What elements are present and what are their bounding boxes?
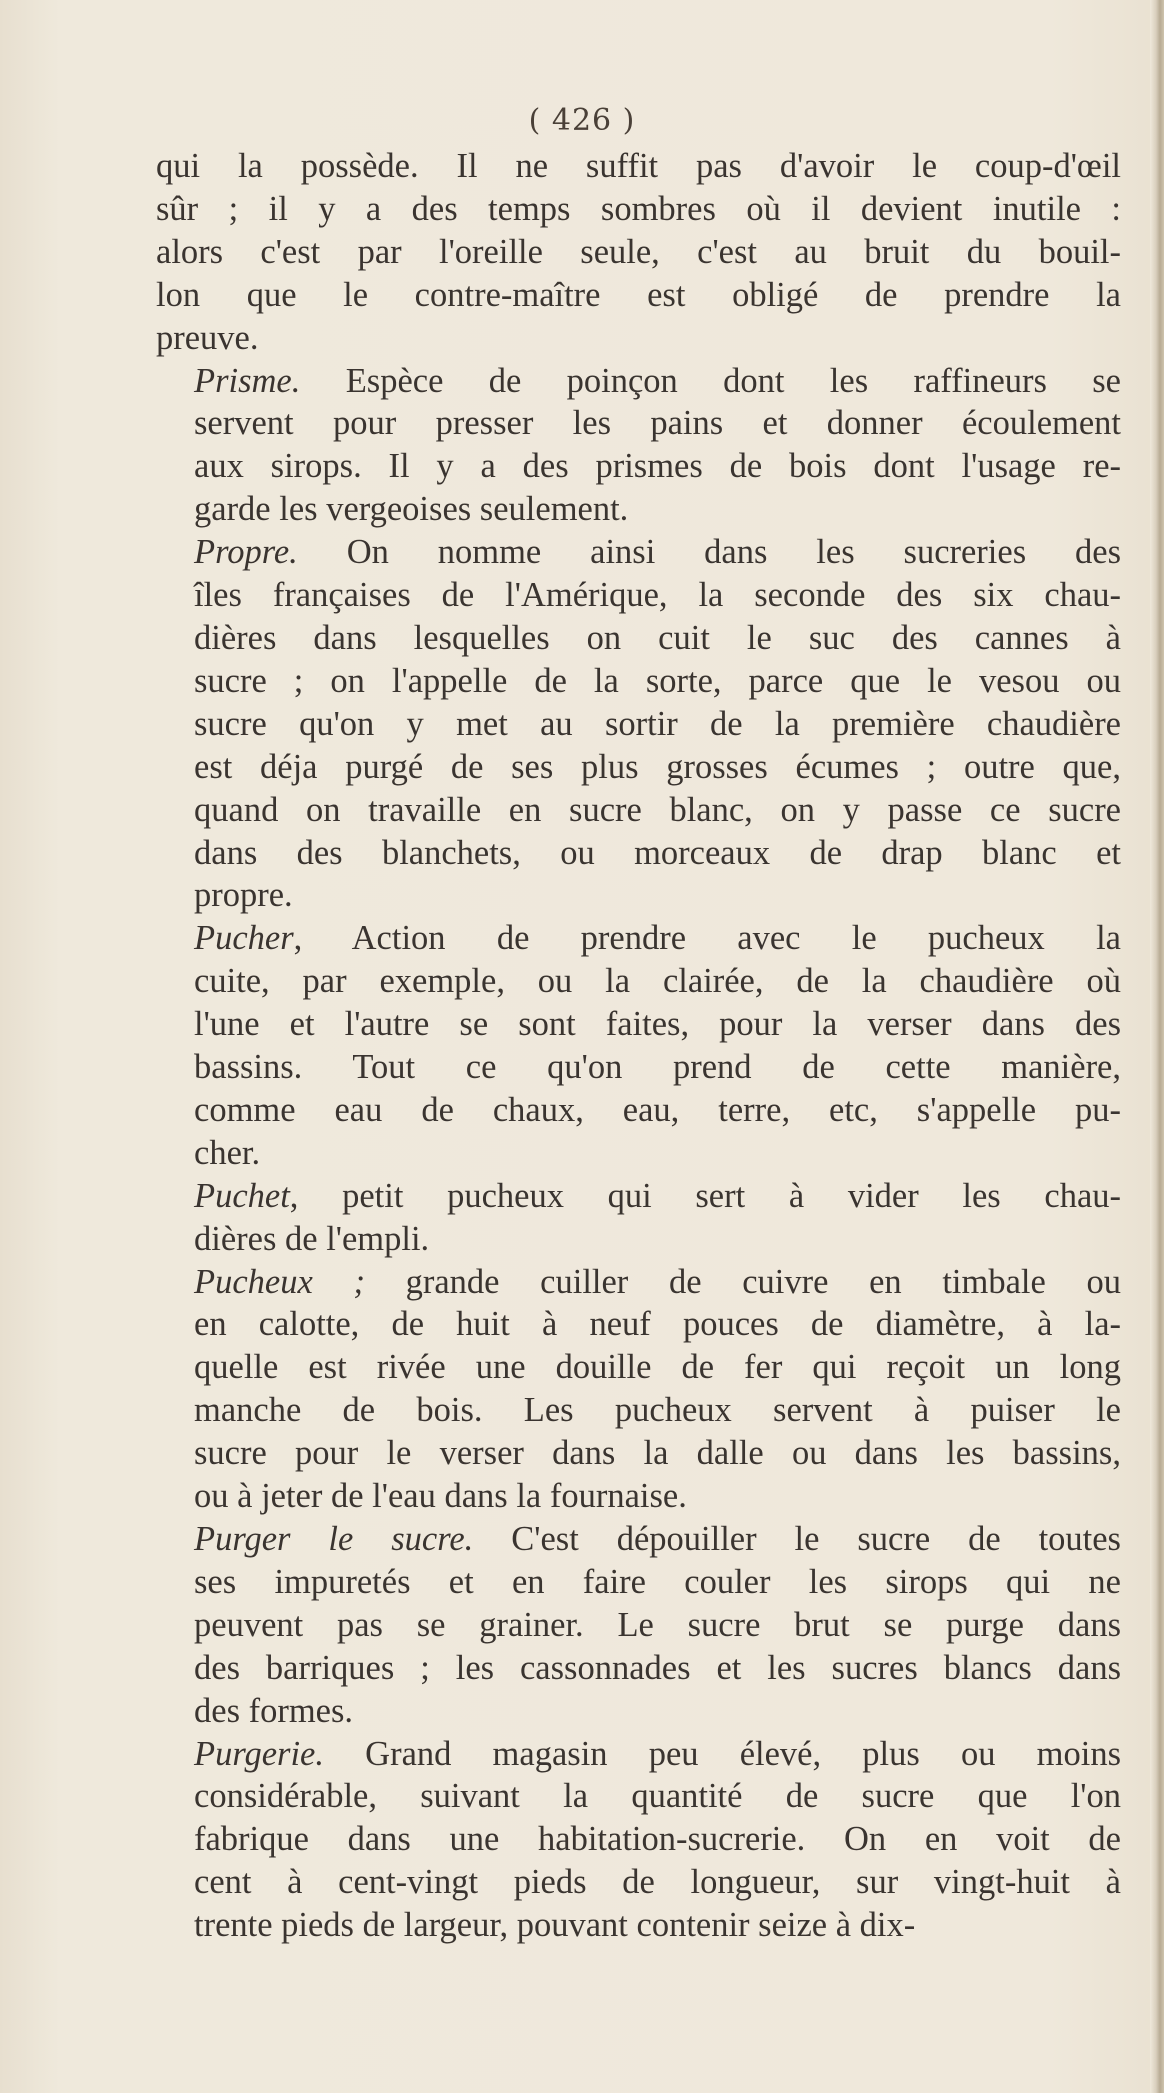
line-text: sûr ; il y a des temps sombres où il devient inutile :: [156, 189, 1121, 228]
entry-headword: Purger le sucre.: [194, 1520, 474, 1558]
text-line: [156, 531, 1121, 574]
line-text: lon que le contre-maître est obligé de prendre la: [156, 275, 1121, 314]
line-text: sucre ; on l'appelle de la sorte, parce que le vesou ou: [194, 661, 1121, 700]
text-line: [156, 617, 1121, 660]
entry-headword: Propre.: [194, 533, 298, 572]
dictionary-entry: [156, 1733, 1121, 1948]
line-text: propre.: [194, 876, 293, 915]
text-line: [156, 1733, 1121, 1776]
line-text: des barriques ; les cassonnades et les sucres blancs dans: [194, 1648, 1121, 1687]
text-line: [156, 1561, 1121, 1604]
text-line: [156, 402, 1121, 445]
line-text: grande cuiller de cuivre en timbale ou: [364, 1262, 1121, 1301]
line-text: dans des blanchets, ou morceaux de drap blanc et: [194, 833, 1121, 872]
text-line: [156, 231, 1121, 274]
text-line: [156, 317, 1121, 360]
text-line: [156, 1261, 1121, 1304]
text-line: [156, 1003, 1121, 1046]
text-line: [156, 1861, 1121, 1904]
text-line: [156, 1818, 1121, 1861]
line-text: îles françaises de l'Amérique, la seconde des six chau-: [194, 576, 1121, 615]
text-line: [156, 145, 1121, 188]
text-line: [156, 874, 1121, 917]
line-text: alors c'est par l'oreille seule, c'est au bruit du bouil-: [156, 232, 1121, 271]
dictionary-entry: [156, 1518, 1121, 1733]
entry-headword: Puchet: [194, 1176, 290, 1215]
dictionary-entry: [156, 360, 1121, 532]
text-line: [156, 1604, 1121, 1647]
line-text: quelle est rivée une douille de fer qui reçoit un long: [194, 1348, 1121, 1387]
line-text: , petit pucheux qui sert à vider les chau-: [289, 1176, 1121, 1215]
text-line: [156, 746, 1121, 789]
dictionary-entry: [156, 145, 1121, 360]
page-number: ( 426 ): [528, 103, 636, 138]
line-text: bassins. Tout ce qu'on prend de cette manière,: [194, 1048, 1121, 1087]
text-line: [156, 917, 1121, 960]
line-text: Espèce de poinçon dont les raffineurs se: [300, 361, 1121, 400]
text-line: [156, 832, 1121, 875]
entry-headword: Pucher: [194, 919, 294, 958]
line-text: preuve.: [156, 318, 259, 357]
text-line: [156, 789, 1121, 832]
text-line: [156, 1218, 1121, 1261]
text-line: [156, 1475, 1121, 1518]
entry-headword: Purgerie.: [194, 1734, 324, 1773]
line-text: servent pour presser les pains et donner écoulement: [194, 404, 1121, 443]
line-text: sucre pour le verser dans la dalle ou dans les bassins,: [194, 1434, 1121, 1473]
line-text: est déja purgé de ses plus grosses écumes ; outre que,: [194, 747, 1121, 786]
text-line: [156, 1775, 1121, 1818]
line-text: manche de bois. Les pucheux servent à puiser le: [194, 1391, 1121, 1430]
line-text: dières de l'empli.: [194, 1219, 430, 1258]
line-text: trente pieds de largeur, pouvant contenir seize à dix-: [194, 1906, 916, 1945]
line-text: des formes.: [194, 1691, 354, 1730]
dictionary-entry: [156, 1261, 1121, 1518]
line-text: cuite, par exemple, ou la clairée, de la chaudière où: [194, 962, 1121, 1001]
line-text: dières dans lesquelles on cuit le suc des cannes à: [194, 618, 1121, 657]
line-text: en calotte, de huit à neuf pouces de diamètre, à la-: [194, 1305, 1121, 1344]
text-line: [156, 1132, 1121, 1175]
text-line: [156, 1303, 1121, 1346]
line-text: l'une et l'autre se sont faites, pour la verser dans des: [194, 1005, 1121, 1044]
line-text: quand on travaille en sucre blanc, on y passe ce sucre: [194, 790, 1121, 829]
text-line: [156, 960, 1121, 1003]
line-text: peuvent pas se grainer. Le sucre brut se purge dans: [194, 1605, 1121, 1644]
text-line: [156, 1089, 1121, 1132]
line-text: C'est dépouiller le sucre de toutes: [473, 1520, 1121, 1558]
line-text: , Action de prendre avec le pucheux la: [293, 919, 1121, 958]
text-line: [156, 660, 1121, 703]
line-text: aux sirops. Il y a des prismes de bois dont l'usage re-: [194, 447, 1121, 486]
text-line: [156, 274, 1121, 317]
text-line: [156, 574, 1121, 617]
text-line: [156, 1904, 1121, 1947]
text-line: [156, 1690, 1121, 1733]
dictionary-entry: [156, 531, 1121, 917]
text-line: [156, 1346, 1121, 1389]
text-line: [156, 703, 1121, 746]
entry-headword: Pucheux ;: [194, 1262, 365, 1301]
line-text: qui la possède. Il ne suffit pas d'avoir le coup-d'œil: [156, 147, 1121, 185]
text-line: [156, 1389, 1121, 1432]
text-line: [156, 1647, 1121, 1690]
page-text: [156, 145, 1121, 1947]
line-text: garde les vergeoises seulement.: [194, 490, 629, 529]
text-line: [156, 1432, 1121, 1475]
line-text: cent à cent-vingt pieds de longueur, sur vingt-huit à: [194, 1863, 1121, 1902]
line-text: ou à jeter de l'eau dans la fournaise.: [194, 1477, 687, 1516]
line-text: comme eau de chaux, eau, terre, etc, s'appelle pu-: [194, 1090, 1121, 1129]
line-text: Grand magasin peu élevé, plus ou moins: [323, 1734, 1121, 1773]
text-line: [156, 188, 1121, 231]
dictionary-entry: [156, 1175, 1121, 1261]
text-line: [156, 360, 1121, 403]
line-text: On nomme ainsi dans les sucreries des: [297, 533, 1121, 572]
page-edge: [1150, 0, 1164, 2093]
text-line: [156, 1175, 1121, 1218]
line-text: considérable, suivant la quantité de sucre que l'on: [194, 1777, 1121, 1816]
line-text: cher.: [194, 1133, 261, 1172]
text-line: [156, 488, 1121, 531]
text-line: [156, 1518, 1121, 1561]
text-line: [156, 445, 1121, 488]
entry-headword: Prisme.: [194, 361, 301, 400]
line-text: sucre qu'on y met au sortir de la première chaudière: [194, 704, 1121, 743]
line-text: fabrique dans une habitation-sucrerie. On en voit de: [194, 1820, 1121, 1859]
text-line: [156, 1046, 1121, 1089]
line-text: ses impuretés et en faire couler les sirops qui ne: [194, 1562, 1121, 1601]
dictionary-entry: [156, 917, 1121, 1174]
